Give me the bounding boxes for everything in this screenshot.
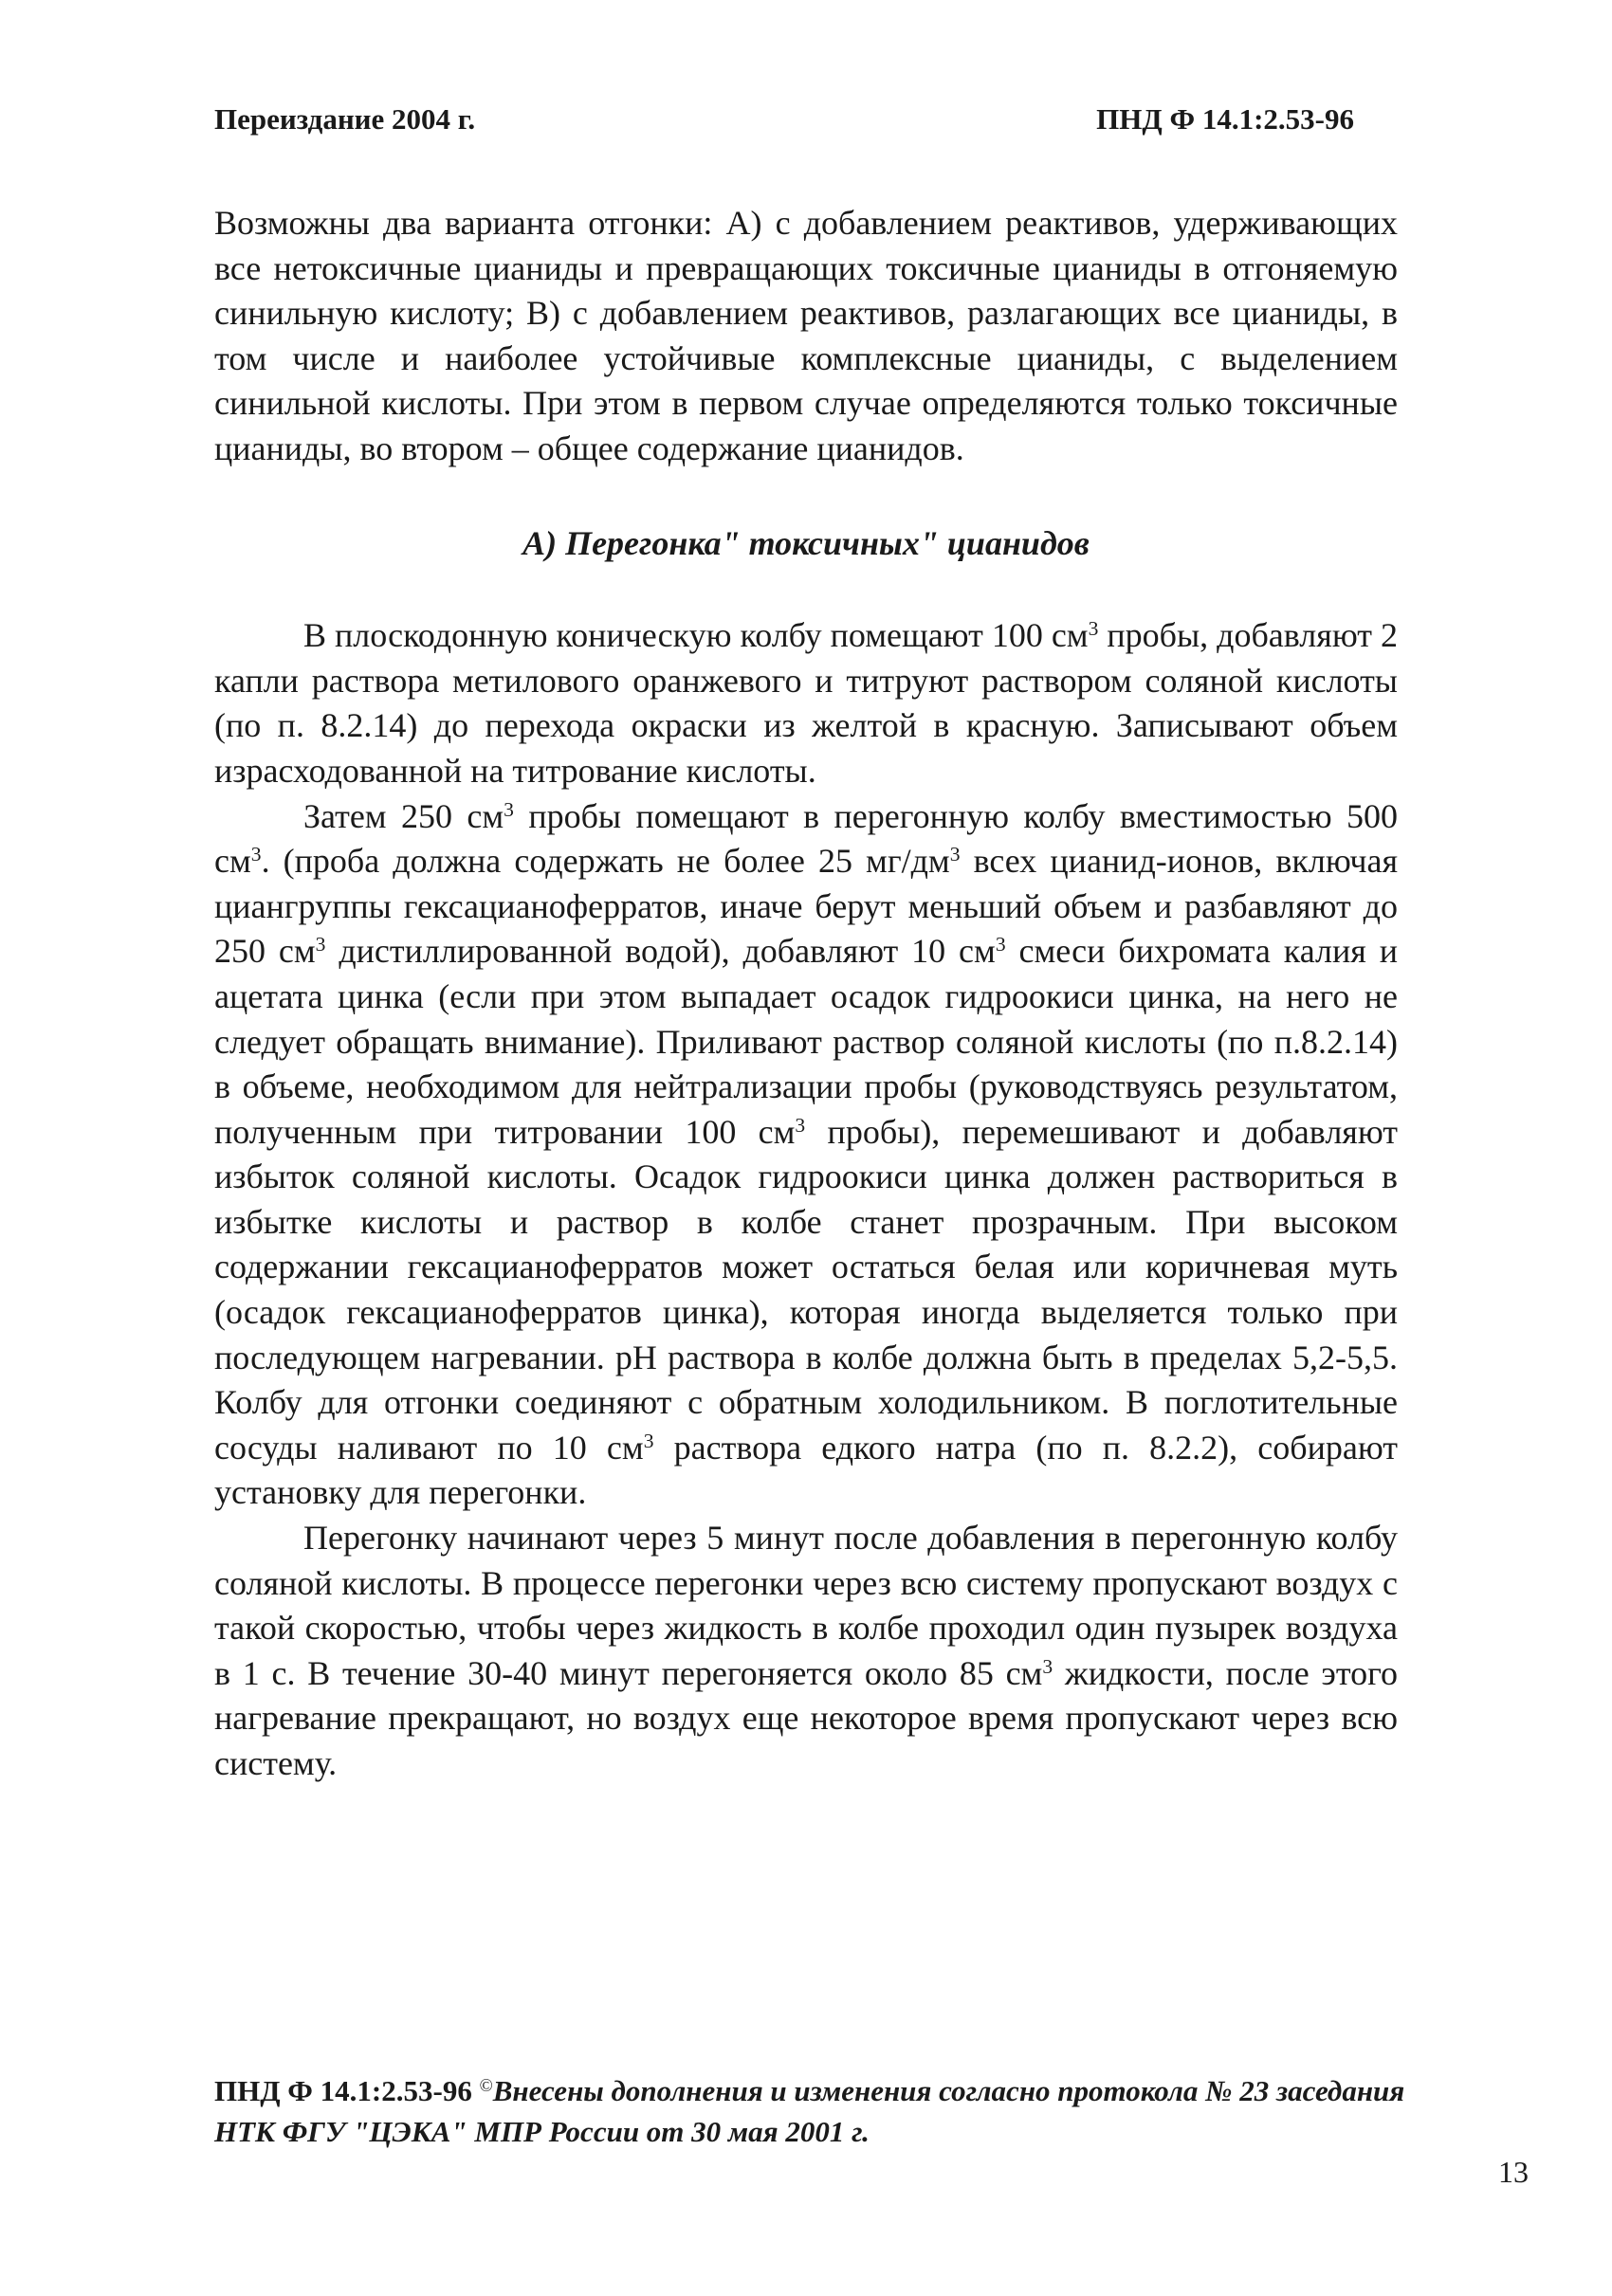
section-title: А) Перегонка" токсичных" цианидов: [522, 523, 1090, 562]
header-document-code: ПНД Ф 14.1:2.53-96: [1096, 102, 1354, 136]
footnote-mark: ©: [479, 2075, 493, 2096]
footnote-document-code: ПНД Ф 14.1:2.53-96: [214, 2074, 480, 2107]
footnote-text: Внесены дополнения и изменения согласно протокола № 23 заседания НТК ФГУ "ЦЭКА" МПР России от 30 мая 2001 г.: [214, 2074, 1405, 2148]
page-body: [214, 201, 1398, 1787]
paragraph-distillation-setup: Затем 250 $см^3$ пробы помещают в перегонную колбу вместимостью 500 $см^3$. (проба должна содержать не более 25 $мг/дм^3$ всех цианид-ионов, включая циангруппы гексацианоферратов, иначе берут меньший объем и разбавляют до 250 $см^3$ дистиллированной водой), добавляют 10 $см^3$ смеси бихромата калия и ацетата цинка (если при этом выпадает осадок гидроокиси цинка, на него не следует обращать внимание). Приливают раствор соляной кислоты (по п.8.2.14) в объеме, необходимом для нейтрализации пробы (руководствуясь результатом, полученным при титровании 100 $см^3$ пробы), перемешивают и добавляют избыток соляной кислоты. Осадок гидроокиси цинка должен раствориться в избытке кислоты и раствор в колбе станет прозрачным. При высоком содержании гексацианоферратов может остаться белая или коричневая муть (осадок гексацианоферратов цинка), которая иногда выделяется только при последующем нагревании. pH раствора в колбе должна быть в пределах 5,2-5,5. Колбу для отгонки соединяют с обратным холодильником. В поглотительные сосуды наливают по 10 $см^3$ раствора едкого натра (по п. 8.2.2), собирают установку для перегонки.: [214, 796, 1399, 1512]
header-edition: Переиздание 2004 г.: [214, 102, 476, 136]
page-header: [214, 102, 1354, 137]
footnote: [214, 2070, 1428, 2152]
intro-paragraph: Возможны два варианта отгонки: А) с добавлением реактивов, удерживающих все нетоксичные цианиды и превращающих токсичные цианиды в отгоняемую синильную кислоту; В) с добавлением реактивов, разлагающих все цианиды, в том числе и наиболее устойчивые комплексные цианиды, с выделением синильной кислоты. При этом в первом случае определяются только токсичные цианиды, во втором – общее содержание цианидов.: [214, 204, 1398, 467]
paragraph-distillation-process: Перегонку начинают через 5 минут после добавления в перегонную колбу соляной кислоты. В процессе перегонки через всю систему пропускают воздух с такой скоростью, чтобы через жидкость в колбе проходил один пузырек воздуха в 1 с. В течение 30-40 минут перегоняется около 85 $см^3$ жидкости, после этого нагревание прекращают, но воздух еще некоторое время пропускают через всю систему.: [214, 1519, 1398, 1782]
page-number: 13: [1498, 2155, 1529, 2189]
paragraph-titration: В плоскодонную коническую колбу помещают 100 $см^3$ пробы, добавляют 2 капли раствора метилового оранжевого и титруют раствором соляной кислоты (по п. 8.2.14) до перехода окраски из желтой в красную. Записывают объем израсходованной на титрование кислоты.: [214, 616, 1398, 790]
